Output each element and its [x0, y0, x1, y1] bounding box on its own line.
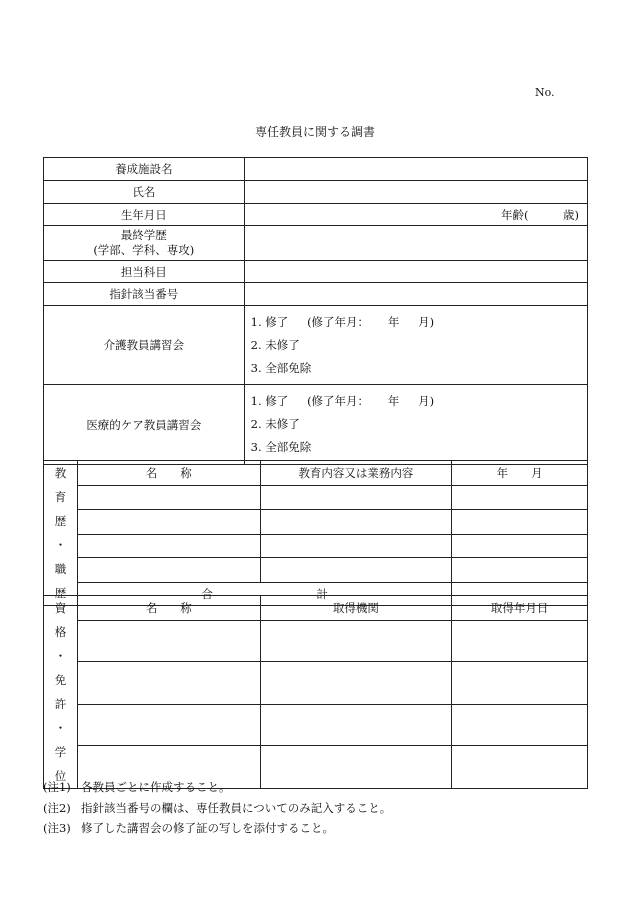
career-row	[44, 534, 588, 557]
facility-label: 養成施設名	[44, 158, 245, 181]
career-history-table	[43, 460, 588, 606]
medical-training-label: 医療的ケア教員講習会	[44, 385, 245, 465]
career-row	[44, 510, 588, 535]
name-label: 氏名	[44, 181, 245, 204]
care-training-options	[244, 306, 587, 385]
note-item: (注2) 指針該当番号の欄は、専任教員についてのみ記入すること。	[43, 800, 392, 815]
guideline-number-value-cell	[244, 283, 587, 306]
subject-label: 担当科目	[44, 261, 245, 283]
document-title: 専任教員に関する調書	[254, 125, 375, 139]
note-item: (注3) 修了した講習会の修了証の写しを添付すること。	[43, 821, 334, 835]
qualifications-table	[43, 595, 588, 789]
note-item: (注1) 各教員ごとに作成すること。	[43, 780, 231, 794]
qualification-row	[44, 620, 588, 662]
education-label-line1: 最終学歴	[120, 228, 167, 242]
qualification-header-name: 名 称	[77, 596, 260, 621]
dob-label: 生年月日	[44, 204, 245, 226]
name-value-cell	[244, 181, 587, 204]
subject-value-cell	[244, 261, 587, 283]
qualification-header-institution: 取得機関	[260, 596, 452, 621]
document-number-label: No.	[535, 86, 555, 99]
career-header-name: 名 称	[77, 461, 260, 486]
education-value-cell	[244, 226, 587, 261]
notes-section	[43, 777, 391, 839]
care-option-completed: 1. 修了 (修了年月： 年 月)	[250, 314, 435, 329]
personal-info-table	[43, 157, 588, 465]
care-option-not-completed: 2. 未修了	[250, 337, 300, 352]
qualification-row	[44, 704, 588, 746]
education-label	[44, 226, 245, 261]
care-option-exempt: 3. 全部免除	[250, 360, 312, 375]
medical-training-options	[244, 385, 587, 465]
care-training-label: 介護教員講習会	[44, 306, 245, 385]
facility-value-cell	[244, 158, 587, 181]
qualification-header-date: 取得年月日	[452, 596, 588, 621]
medical-option-exempt: 3. 全部免除	[250, 440, 312, 454]
career-header-date: 年 月	[452, 461, 588, 486]
qualification-row	[44, 662, 588, 705]
qualifications-side-label: 資 格 ・ 免 許 ・ 学 位	[44, 596, 78, 789]
career-total-label: 合 計	[77, 582, 451, 605]
education-label-line2: (学部、学科、専攻)	[93, 243, 195, 257]
age-field: 年齢( 歳)	[244, 204, 587, 226]
medical-option-not-completed: 2. 未修了	[250, 417, 300, 431]
career-row	[44, 558, 588, 583]
guideline-number-label: 指針該当番号	[44, 283, 245, 306]
career-row	[44, 485, 588, 510]
career-header-content: 教育内容又は業務内容	[260, 461, 452, 486]
career-side-label: 教 育 歴 ・ 職 歴	[44, 461, 78, 606]
medical-option-completed: 1. 修了 (修了年月： 年 月)	[250, 394, 435, 408]
